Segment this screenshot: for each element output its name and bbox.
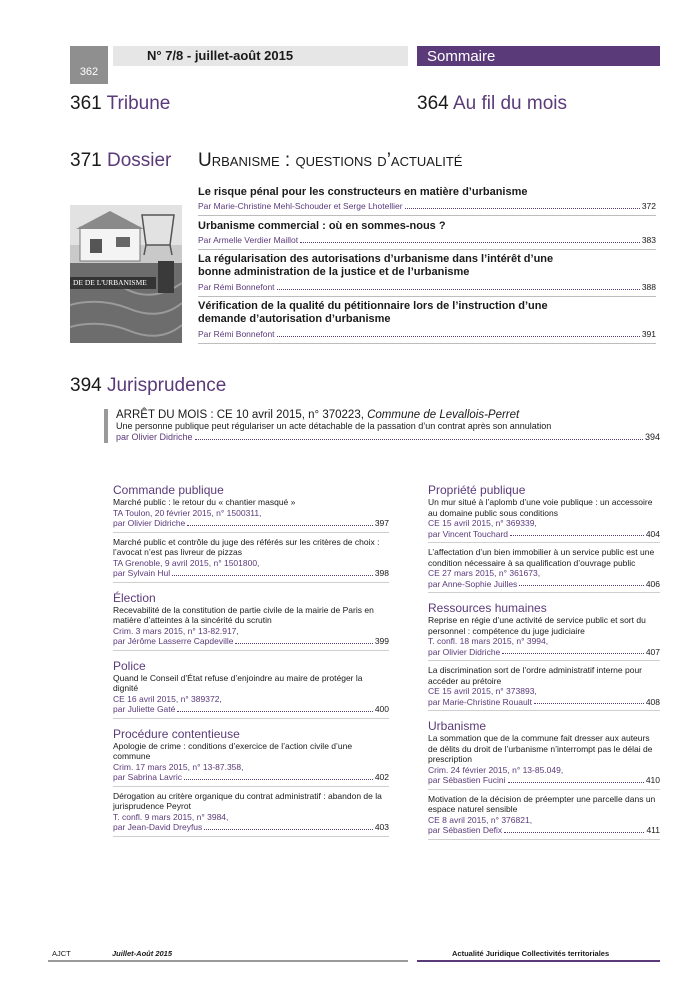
entry-title: Un mur situé à l’aplomb d’une voie publique : un accessoire au domaine public sous conditions: [428, 497, 653, 518]
arret-page: 394: [644, 432, 660, 442]
entry-author: par Juliette Gaté: [113, 704, 176, 714]
entry-title: Apologie de crime : conditions d’exercice de l’action civile d’une commune: [113, 740, 353, 761]
article-page: 388: [641, 282, 656, 292]
arret-title: [116, 409, 660, 421]
category-procedure-contentieuse: Procédure contentieuse: [113, 726, 240, 741]
dossier-article-4[interactable]: [198, 300, 568, 326]
arret-author: par Olivier Didriche: [116, 432, 193, 442]
entry-title: Reprise en régie d’une activité de service public et sort du personnel : compétence du juge judiciaire: [428, 615, 646, 636]
dossier-article-3[interactable]: [198, 253, 578, 279]
entry-reference: CE 15 avril 2015, n° 373893,: [428, 686, 537, 696]
list-item[interactable]: [113, 497, 389, 533]
list-item[interactable]: [428, 665, 660, 711]
entry-reference: TA Toulon, 20 février 2015, n° 1500311,: [113, 507, 262, 518]
article-author: Par Armelle Verdier Maillot: [198, 235, 299, 245]
entry-reference: Crim. 24 février 2015, n° 13-85.049,: [428, 764, 564, 775]
article-author: Par Rémi Bonnefont: [198, 282, 275, 292]
arret-case: Commune de Levallois-Perret: [367, 409, 520, 421]
dossier-subtitle: Urbanisme : questions d’actualité: [198, 150, 463, 171]
section-label: Sommaire: [427, 48, 496, 65]
article-author: Par Rémi Bonnefont: [198, 329, 275, 339]
list-item[interactable]: [113, 537, 389, 583]
section-bar: [417, 46, 660, 66]
category-ressources-humaines: Ressources humaines: [428, 601, 547, 615]
list-item[interactable]: [113, 791, 389, 837]
category-urbanisme: Urbanisme: [428, 719, 487, 733]
article-byline: [198, 235, 656, 246]
entry-page: 398: [374, 568, 389, 578]
left-column: [113, 483, 389, 841]
right-column: [428, 483, 660, 844]
dossier-article-3-byline-row: [198, 282, 656, 297]
entry-author: par Jean-David Dreyfus: [113, 822, 203, 832]
section-number: 371: [70, 150, 102, 171]
dossier-article-1[interactable]: [198, 186, 656, 216]
entry-author: par Sébastien Fucini: [428, 775, 506, 785]
entry-title: Marché public : le retour du « chantier masqué »: [113, 497, 296, 507]
dossier-illustration: [70, 205, 182, 343]
divider: [198, 215, 656, 216]
entry-title: Recevabilité de la constitution de partie civile de la mairie de Paris en matière d’atteintes à la sincérité du scrutin: [113, 604, 374, 625]
article-title: La régularisation des autorisations d’urbanisme dans l’intérêt d’une bonne administration de la justice et de l’urbanisme: [198, 253, 554, 278]
footer-journal: AJCT: [52, 949, 71, 958]
entry-author: par Anne-Sophie Juilles: [428, 578, 518, 589]
entry-title: La discrimination sort de l’ordre administratif interne pour accéder au prétoire: [428, 665, 643, 686]
entry-author: par Sylvain Hul: [113, 568, 171, 578]
entry-title: Quand le Conseil d’État refuse d’enjoindre au maire de protéger la dignité: [113, 672, 363, 693]
entry-page: 411: [646, 825, 660, 835]
issue-bar: [113, 46, 408, 66]
entry-title: Dérogation au critère organique du contrat administratif : abandon de la jurisprudence Peyrot: [113, 790, 382, 811]
entry-reference: CE 27 mars 2015, n° 361673,: [428, 568, 541, 578]
article-title: Vérification de la qualité du pétitionnaire lors de l’instruction d’une demande d’autorisation d’urbanisme: [198, 300, 548, 325]
article-page: 383: [641, 235, 656, 245]
entry-reference: CE 16 avril 2015, n° 389372,: [113, 693, 222, 704]
entry-reference: T. confl. 18 mars 2015, n° 3994,: [428, 636, 549, 646]
entry-page: 399: [374, 636, 389, 646]
category-election: Élection: [113, 590, 156, 605]
article-byline: [198, 282, 656, 293]
footer-divider-left: [48, 960, 408, 962]
list-item[interactable]: [428, 547, 660, 593]
entry-author: par Jérôme Lasserre Capdeville: [113, 636, 234, 646]
entry-title: Marché public et contrôle du juge des référés sur les critères de choix : l’avocat n’est pas livreur de pizzas: [113, 536, 380, 557]
footer-date: Juillet-Août 2015: [112, 949, 173, 958]
article-author: Par Marie-Christine Mehl-Schouder et Serge Lhotellier: [198, 201, 403, 211]
list-item[interactable]: [428, 615, 660, 661]
category-commande-publique: Commande publique: [113, 483, 224, 497]
entry-title: La sommation que de la commune fait dresser aux auteurs de délits du droit de l’urbanisme n’interrompt pas le délai de prescription: [428, 733, 653, 764]
article-page: 372: [641, 201, 656, 211]
section-au-fil-du-mois[interactable]: [417, 93, 567, 115]
entry-reference: Crim. 17 mars 2015, n° 13-87.358,: [113, 761, 244, 772]
article-title: Urbanisme commercial : où en sommes-nous ?: [198, 220, 446, 232]
list-item[interactable]: [428, 497, 660, 543]
entry-page: 407: [645, 646, 660, 657]
entry-author: par Sébastien Defix: [428, 825, 503, 835]
entry-page: 402: [374, 772, 389, 782]
page-number-box: [70, 46, 108, 84]
list-item[interactable]: [428, 794, 660, 840]
entry-page: 408: [645, 696, 660, 707]
entry-page: 406: [645, 578, 660, 589]
arret-byline: [116, 432, 660, 443]
footer-divider-right: [417, 960, 660, 962]
section-label: Dossier: [106, 150, 172, 171]
dossier-image-banner: DE DE L'URBANISME: [73, 278, 147, 287]
article-byline: [198, 329, 656, 340]
article-byline: [198, 201, 656, 212]
entry-page: 403: [374, 822, 389, 832]
category-police: Police: [113, 658, 146, 673]
page-number: 362: [79, 66, 99, 78]
dossier-photo-icon: [70, 205, 182, 343]
divider: [198, 343, 656, 344]
list-item[interactable]: [113, 605, 389, 651]
entry-page: 400: [374, 704, 389, 714]
category-propriete-publique: Propriété publique: [428, 483, 526, 497]
entry-author: par Olivier Didriche: [113, 518, 186, 528]
arret-prefix: ARRÊT DU MOIS : CE 10 avril 2015, n° 370223,: [116, 409, 368, 421]
section-number: 364: [417, 93, 449, 114]
arret-summary: Une personne publique peut régulariser un acte détachable de la passation d’un contrat après son annulation: [116, 421, 552, 431]
entry-title: L’affectation d’un bien immobilier à un service public est une condition nécessaire à sa qualification d’ouvrage public: [428, 547, 655, 568]
section-label: Jurisprudence: [106, 375, 227, 396]
dossier-article-2[interactable]: [198, 220, 656, 250]
entry-author: par Olivier Didriche: [428, 646, 501, 657]
divider: [198, 296, 656, 297]
issue-label: N° 7/8 - juillet-août 2015: [147, 48, 294, 63]
list-item[interactable]: [428, 733, 660, 790]
entry-reference: CE 8 avril 2015, n° 376821,: [428, 814, 533, 825]
entry-reference: TA Grenoble, 9 avril 2015, n° 1501800,: [113, 557, 260, 568]
section-tribune[interactable]: [70, 93, 170, 115]
section-jurisprudence[interactable]: [70, 375, 226, 397]
list-item[interactable]: [113, 741, 389, 787]
divider: [198, 249, 656, 250]
entry-title: Motivation de la décision de préempter une parcelle dans un espace naturel sensible: [428, 793, 656, 814]
entry-reference: Crim. 3 mars 2015, n° 13-82.917,: [113, 625, 239, 636]
section-dossier[interactable]: [70, 150, 171, 172]
entry-page: 410: [645, 775, 660, 785]
section-number: 394: [70, 375, 102, 396]
entry-page: 404: [645, 528, 660, 539]
section-number: 361: [70, 93, 102, 114]
section-label: Au fil du mois: [452, 93, 567, 114]
section-label: Tribune: [106, 93, 171, 114]
article-page: 391: [641, 329, 656, 339]
entry-author: par Vincent Touchard: [428, 528, 509, 539]
dossier-article-4-byline-row: [198, 329, 656, 344]
arret-du-mois[interactable]: [104, 409, 660, 443]
entry-author: par Marie-Christine Rouault: [428, 696, 532, 707]
footer-title: Actualité Juridique Collectivités territoriales: [452, 949, 610, 958]
entry-reference: CE 15 avril 2015, n° 369339,: [428, 518, 537, 528]
article-title: Le risque pénal pour les constructeurs en matière d’urbanisme: [198, 186, 528, 198]
entry-page: 397: [374, 518, 389, 528]
entry-author: par Sabrina Lavric: [113, 772, 182, 782]
list-item[interactable]: [113, 673, 389, 719]
entry-reference: T. confl. 9 mars 2015, n° 3984,: [113, 811, 229, 822]
